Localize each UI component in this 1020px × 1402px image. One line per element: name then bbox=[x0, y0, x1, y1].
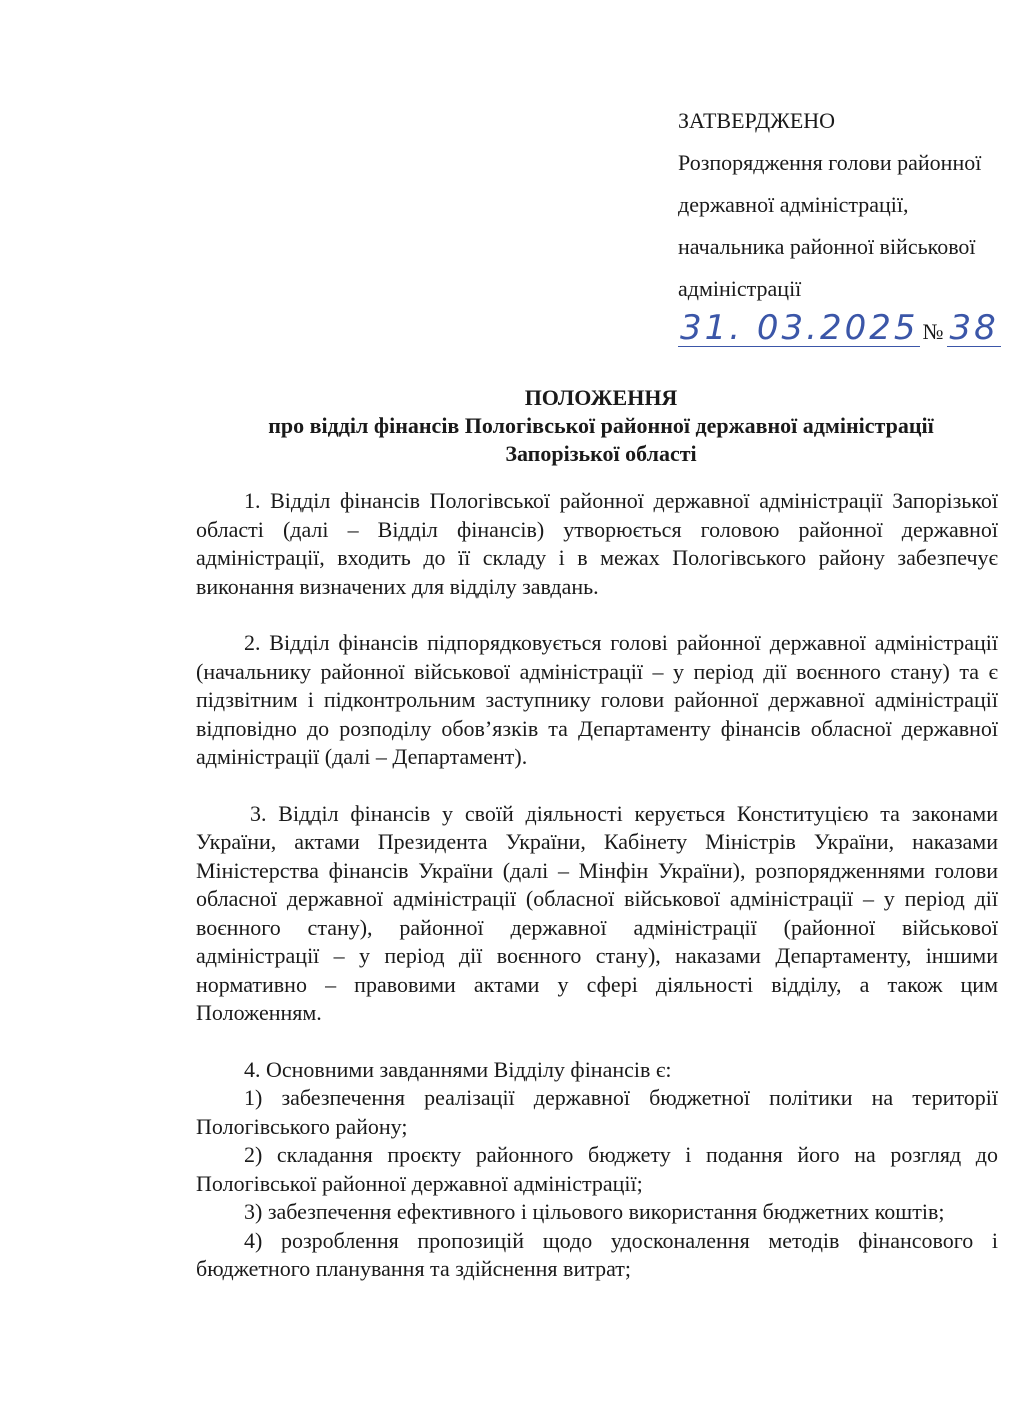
approval-block bbox=[678, 100, 1008, 362]
paragraph-2: 2. Відділ фінансів підпорядковується голові районної державної адміністрації (начальнику районної військової адміністрації – у період дії воєнного стану) та є підзвітним і підконтрольним заступнику голови районної державної адміністрації відповідно до розподілу обов’язків та Департаменту фінансів обласної державної адміністрації (далі – Департамент). bbox=[196, 630, 998, 769]
paragraph-4: 4. Основними завданнями Відділу фінансів є: bbox=[244, 1056, 672, 1082]
approval-line-2: державної адміністрації, bbox=[678, 192, 909, 217]
approval-line-4: адміністрації bbox=[678, 276, 802, 301]
approval-line-1: Розпорядження голови районної bbox=[678, 150, 982, 175]
paragraph-1: 1. Відділ фінансів Пологівської районної державної адміністрації Запорізької області (далі – Відділ фінансів) утворюється головою районної державної адміністрації, входить до її складу і в межах Пологівського району забезпечує виконання визначених для відділу завдань. bbox=[196, 488, 998, 599]
title-heading: ПОЛОЖЕННЯ bbox=[524, 385, 678, 410]
handwritten-number: 38 bbox=[949, 308, 999, 348]
approved-label: ЗАТВЕРДЖЕНО bbox=[678, 108, 836, 133]
task-item-2: 2) складання проєкту районного бюджету і подання його на розгляд до Пологівської районної державної адміністрації; bbox=[196, 1142, 998, 1196]
title-subtitle-2: Запорізької області bbox=[505, 441, 697, 466]
approval-line-3: начальника районної військової bbox=[678, 234, 976, 259]
date-number-line bbox=[678, 310, 1008, 362]
task-item-4: 4) розроблення пропозицій щодо удосконалення методів фінансового і бюджетного планування та здійснення витрат; bbox=[196, 1227, 998, 1281]
document-title bbox=[196, 384, 1006, 468]
title-subtitle-1: про відділ фінансів Пологівської районної державної адміністрації bbox=[268, 413, 934, 438]
handwritten-date: 31. 03.2025 bbox=[680, 308, 919, 348]
paragraph-3: 3. Відділ фінансів у своїй діяльності керується Конституцією та законами України, актами Президента України, Кабінету Міністрів України, наказами Міністерства фінансів України (далі – Мінфін України), розпорядженнями голови обласної державної адміністрації (обласної військової адміністрації – у період дії воєнного стану), районної державної адміністрації (районної військової адміністрації – у період дії воєнного стану), наказами Департаменту, іншими нормативно – правовими актами у сфері діяльності відділу, а також цим Положенням. bbox=[196, 800, 998, 1025]
task-item-3: 3) забезпечення ефективного і цільового використання бюджетних коштів; bbox=[244, 1199, 945, 1224]
number-sign: № bbox=[922, 319, 944, 344]
task-item-1: 1) забезпечення реалізації державної бюджетної політики на території Пологівського району; bbox=[196, 1085, 998, 1139]
document-body bbox=[196, 487, 998, 1284]
